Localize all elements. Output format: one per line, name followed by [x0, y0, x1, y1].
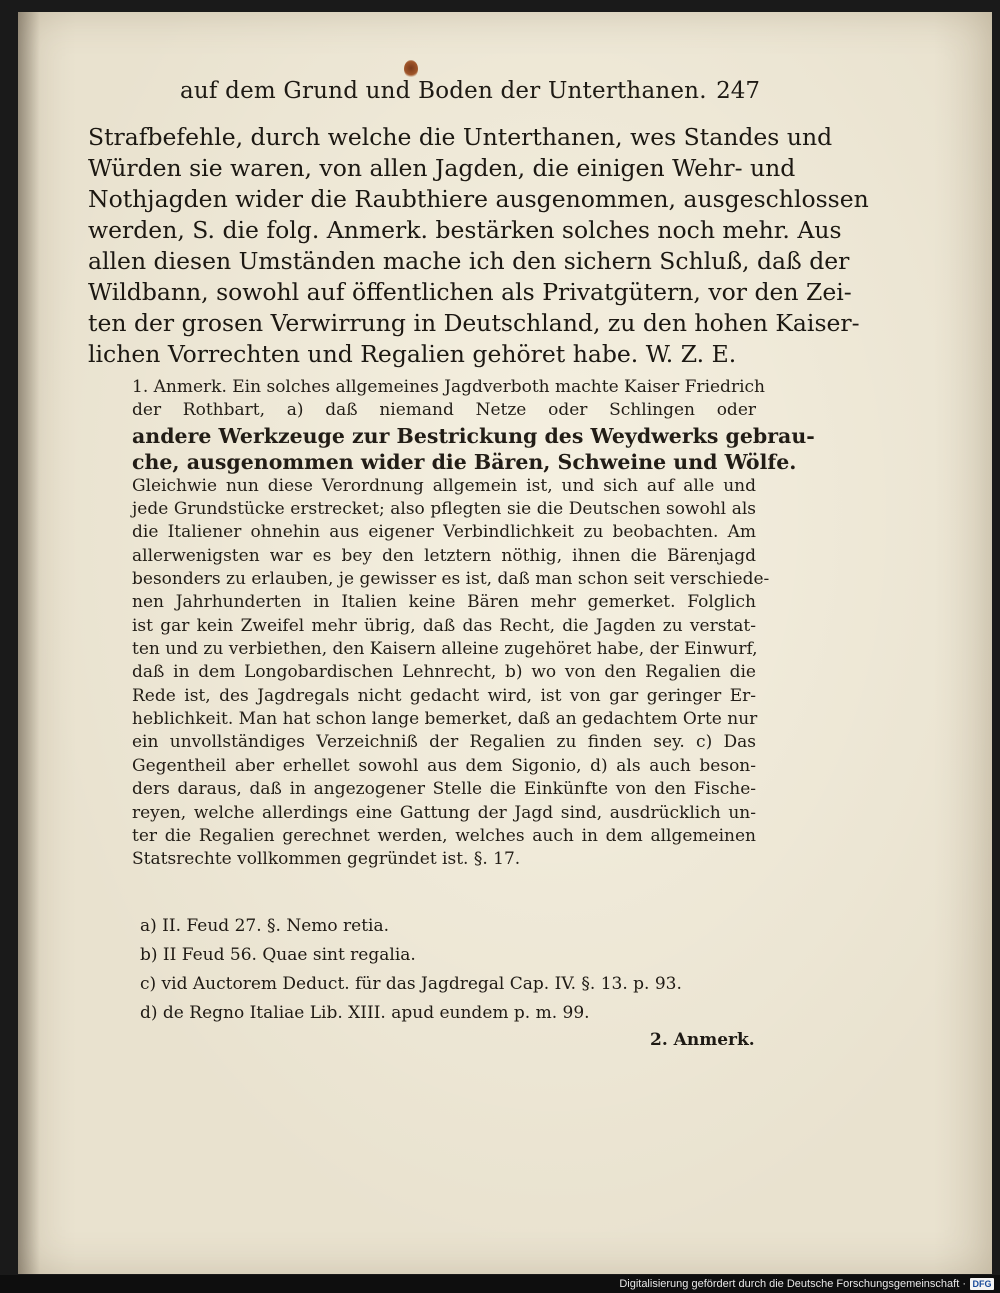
annotation-line: ten und zu verbiethen, den Kaisern alleine zugehöret habe, der Einwurf, — [132, 639, 758, 660]
running-title: auf dem Grund und Boden der Unterthanen. — [180, 78, 707, 104]
annotation-line: nen Jahrhunderten in Italien keine Bären mehr gemerket. Folglich — [132, 592, 756, 613]
annotation-line: Statsrechte vollkommen gegründet ist. §. 17. — [132, 849, 521, 870]
body-line: allen diesen Umständen mache ich den sichern Schluß, daß der — [88, 247, 850, 275]
annotation-line: besonders zu erlauben, je gewisser es ist, daß man schon seit verschiede- — [132, 569, 770, 590]
annotation-line: Gegentheil aber erhellet sowohl aus dem Sigonio, d) als auch beson- — [132, 755, 756, 776]
annotation-line: 1. Anmerk. Ein solches allgemeines Jagdverboth machte Kaiser Friedrich — [132, 377, 765, 397]
annotation-line: Rede ist, des Jagdregals nicht gedacht wird, ist von gar geringer Er- — [132, 685, 756, 706]
body-line: ten der grosen Verwirrung in Deutschland, zu den hohen Kaiser- — [88, 309, 860, 337]
annotation-line: ter die Regalien gerechnet werden, welches auch in dem allgemeinen — [132, 825, 756, 846]
body-line: Würden sie waren, von allen Jagden, die einigen Wehr- und — [88, 154, 796, 182]
annotation-line: ist gar kein Zweifel mehr übrig, daß das Recht, die Jagden zu verstat- — [132, 615, 756, 636]
page-number: 247 — [716, 78, 760, 104]
annotation-line: jede Grundstücke erstrecket; also pflegten sie die Deutschen sowohl als — [132, 499, 756, 520]
annotation-line: ders daraus, daß in angezogener Stelle die Einkünfte von den Fische- — [132, 779, 756, 800]
annotation-line: che, ausgenommen wider die Bären, Schweine und Wölfe. — [132, 449, 797, 474]
annotation-line: die Italiener ohnehin aus eigener Verbindlichkeit zu beobachten. Am — [132, 522, 756, 543]
running-head — [180, 78, 760, 114]
annotation-line: heblichkeit. Man hat schon lange bemerket, daß an gedachtem Orte nur — [132, 709, 758, 730]
body-line: werden, S. die folg. Anmerk. bestärken solches noch mehr. Aus — [88, 216, 842, 244]
annotation-line: reyen, welche allerdings eine Gattung der Jagd sind, ausdrücklich un- — [132, 802, 756, 823]
footnote: c) vid Auctorem Deduct. für das Jagdregal Cap. IV. §. 13. p. 93. — [140, 974, 682, 994]
annotation-block — [132, 376, 815, 872]
spine-shadow — [18, 12, 40, 1274]
footnote: d) de Regno Italiae Lib. XIII. apud eundem p. m. 99. — [140, 1003, 590, 1023]
body-line: Nothjagden wider die Raubthiere ausgenommen, ausgeschlossen — [88, 185, 869, 213]
ink-blot — [404, 60, 418, 78]
annotation-line: allerwenigsten war es bey den letztern nöthig, ihnen die Bärenjagd — [132, 545, 756, 566]
annotation-line: der Rothbart, a) daß niemand Netze oder Schlingen oder — [132, 400, 756, 421]
annotation-line: Gleichwie nun diese Verordnung allgemein ist, und sich auf alle und — [132, 475, 756, 496]
credit-text: Digitalisierung gefördert durch die Deutsche Forschungsgemeinschaft · — [619, 1278, 966, 1290]
annotation-line: daß in dem Longobardischen Lehnrecht, b) wo von den Regalien die — [132, 662, 756, 683]
footnotes — [140, 912, 760, 1028]
body-line: Strafbefehle, durch welche die Unterthanen, wes Standes und — [88, 123, 833, 151]
catchword: 2. Anmerk. — [650, 1030, 755, 1050]
main-paragraph — [88, 122, 869, 370]
body-line: lichen Vorrechten und Regalien gehöret habe. W. Z. E. — [88, 340, 737, 368]
body-line: Wildbann, sowohl auf öffentlichen als Privatgütern, vor den Zei- — [88, 278, 852, 306]
footnote: a) II. Feud 27. §. Nemo retia. — [140, 916, 390, 936]
annotation-line: ein unvollständiges Verzeichniß der Regalien zu finden sey. c) Das — [132, 732, 756, 753]
footnote: b) II Feud 56. Quae sint regalia. — [140, 945, 416, 965]
annotation-line: andere Werkzeuge zur Bestrickung des Weydwerks gebrau- — [132, 423, 815, 448]
dfg-logo: DFG — [970, 1278, 994, 1290]
